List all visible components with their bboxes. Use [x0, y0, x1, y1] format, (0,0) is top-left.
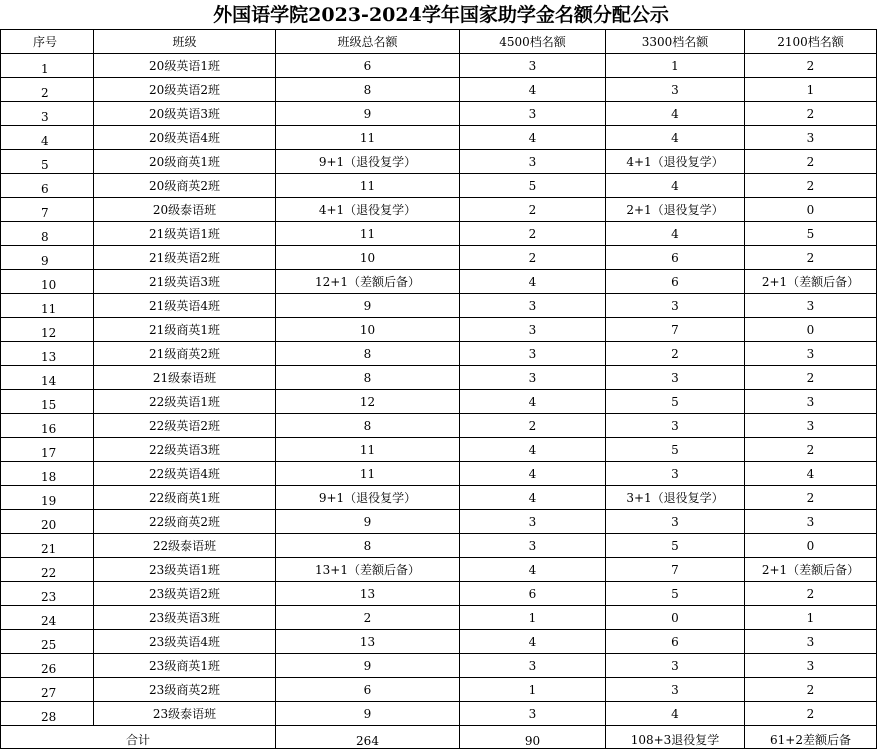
- cell-index: 3: [1, 102, 94, 126]
- cell-2100: 4: [745, 462, 877, 486]
- cell-index: 24: [1, 606, 94, 630]
- cell-4500: 5: [460, 174, 606, 198]
- cell-3300: 3: [606, 510, 745, 534]
- cell-index: 9: [1, 246, 94, 270]
- cell-4500: 3: [460, 702, 606, 726]
- cell-2100: 2: [745, 678, 877, 702]
- cell-total: 6: [276, 54, 460, 78]
- cell-class: 21级英语4班: [94, 294, 276, 318]
- table-row: [1, 198, 877, 222]
- cell-total: 13: [276, 630, 460, 654]
- table-row: [1, 702, 877, 726]
- cell-4500: 4: [460, 438, 606, 462]
- cell-index: 2: [1, 78, 94, 102]
- cell-3300: 5: [606, 534, 745, 558]
- table-row: [1, 318, 877, 342]
- cell-2100: 3: [745, 510, 877, 534]
- cell-class: 20级泰语班: [94, 198, 276, 222]
- cell-index: 23: [1, 582, 94, 606]
- cell-class: 23级英语4班: [94, 630, 276, 654]
- cell-class: 23级英语2班: [94, 582, 276, 606]
- cell-index: 28: [1, 702, 94, 726]
- table-row: [1, 606, 877, 630]
- cell-4500: 3: [460, 654, 606, 678]
- cell-class: 23级英语1班: [94, 558, 276, 582]
- cell-index: 22: [1, 558, 94, 582]
- cell-total: 11: [276, 222, 460, 246]
- total-cell-total: 264: [276, 726, 460, 749]
- table-row: [1, 246, 877, 270]
- cell-total: 13: [276, 582, 460, 606]
- cell-4500: 4: [460, 78, 606, 102]
- cell-total: 10: [276, 318, 460, 342]
- cell-index: 25: [1, 630, 94, 654]
- cell-3300: 2+1（退役复学）: [606, 198, 745, 222]
- table-row: [1, 558, 877, 582]
- cell-2100: 2: [745, 702, 877, 726]
- cell-4500: 4: [460, 270, 606, 294]
- cell-3300: 4: [606, 174, 745, 198]
- cell-3300: 3: [606, 78, 745, 102]
- page-title: 外国语学院2023-2024学年国家助学金名额分配公示: [213, 4, 669, 26]
- cell-index: 10: [1, 270, 94, 294]
- cell-3300: 3: [606, 414, 745, 438]
- cell-index: 8: [1, 222, 94, 246]
- cell-4500: 3: [460, 150, 606, 174]
- cell-total: 9: [276, 294, 460, 318]
- cell-class: 20级英语2班: [94, 78, 276, 102]
- table-row: [1, 534, 877, 558]
- cell-3300: 4: [606, 126, 745, 150]
- cell-2100: 2: [745, 246, 877, 270]
- cell-2100: 3: [745, 654, 877, 678]
- cell-index: 21: [1, 534, 94, 558]
- cell-class: 20级商英2班: [94, 174, 276, 198]
- cell-2100: 0: [745, 534, 877, 558]
- cell-4500: 1: [460, 678, 606, 702]
- cell-index: 19: [1, 486, 94, 510]
- cell-4500: 3: [460, 102, 606, 126]
- cell-3300: 3: [606, 366, 745, 390]
- table-row: [1, 126, 877, 150]
- cell-class: 22级英语4班: [94, 462, 276, 486]
- cell-3300: 5: [606, 438, 745, 462]
- cell-class: 22级商英2班: [94, 510, 276, 534]
- cell-total: 11: [276, 174, 460, 198]
- cell-2100: 0: [745, 198, 877, 222]
- cell-2100: 2: [745, 486, 877, 510]
- cell-class: 20级英语4班: [94, 126, 276, 150]
- table-row: [1, 150, 877, 174]
- cell-class: 22级英语2班: [94, 414, 276, 438]
- cell-4500: 4: [460, 558, 606, 582]
- table-row: [1, 294, 877, 318]
- table-row: [1, 54, 877, 78]
- header-4500: 4500档名额: [460, 30, 606, 54]
- cell-index: 11: [1, 294, 94, 318]
- cell-3300: 4: [606, 222, 745, 246]
- cell-class: 23级英语3班: [94, 606, 276, 630]
- cell-2100: 2: [745, 102, 877, 126]
- cell-2100: 2: [745, 438, 877, 462]
- header-total: 班级总名额: [276, 30, 460, 54]
- table-row: [1, 270, 877, 294]
- cell-class: 21级泰语班: [94, 366, 276, 390]
- cell-class: 21级英语1班: [94, 222, 276, 246]
- header-3300: 3300档名额: [606, 30, 745, 54]
- cell-class: 23级泰语班: [94, 702, 276, 726]
- cell-total: 11: [276, 462, 460, 486]
- cell-total: 13+1（差额后备）: [276, 558, 460, 582]
- cell-total: 8: [276, 78, 460, 102]
- allocation-table: [0, 29, 877, 749]
- cell-3300: 6: [606, 270, 745, 294]
- cell-total: 9: [276, 510, 460, 534]
- cell-index: 1: [1, 54, 94, 78]
- cell-4500: 2: [460, 246, 606, 270]
- cell-4500: 4: [460, 390, 606, 414]
- table-row: [1, 654, 877, 678]
- cell-4500: 4: [460, 630, 606, 654]
- table-row: [1, 342, 877, 366]
- cell-class: 22级商英1班: [94, 486, 276, 510]
- cell-total: 11: [276, 438, 460, 462]
- cell-2100: 3: [745, 390, 877, 414]
- cell-class: 22级英语1班: [94, 390, 276, 414]
- cell-total: 9: [276, 654, 460, 678]
- cell-4500: 2: [460, 198, 606, 222]
- total-row: [1, 726, 877, 749]
- cell-3300: 3: [606, 294, 745, 318]
- cell-3300: 4: [606, 702, 745, 726]
- cell-4500: 3: [460, 510, 606, 534]
- cell-2100: 2: [745, 366, 877, 390]
- cell-3300: 7: [606, 318, 745, 342]
- cell-index: 6: [1, 174, 94, 198]
- cell-class: 21级商英2班: [94, 342, 276, 366]
- table-row: [1, 486, 877, 510]
- cell-class: 21级英语2班: [94, 246, 276, 270]
- cell-2100: 3: [745, 630, 877, 654]
- cell-2100: 0: [745, 318, 877, 342]
- cell-class: 20级商英1班: [94, 150, 276, 174]
- table-row: [1, 222, 877, 246]
- cell-index: 12: [1, 318, 94, 342]
- cell-total: 8: [276, 342, 460, 366]
- cell-total: 12+1（差额后备）: [276, 270, 460, 294]
- cell-4500: 4: [460, 486, 606, 510]
- cell-2100: 3: [745, 126, 877, 150]
- table-row: [1, 390, 877, 414]
- table-row: [1, 414, 877, 438]
- cell-total: 12: [276, 390, 460, 414]
- cell-3300: 0: [606, 606, 745, 630]
- cell-index: 20: [1, 510, 94, 534]
- cell-3300: 3: [606, 678, 745, 702]
- cell-4500: 6: [460, 582, 606, 606]
- cell-class: 20级英语3班: [94, 102, 276, 126]
- cell-2100: 1: [745, 78, 877, 102]
- cell-3300: 6: [606, 630, 745, 654]
- cell-class: 21级英语3班: [94, 270, 276, 294]
- cell-3300: 5: [606, 582, 745, 606]
- cell-4500: 4: [460, 462, 606, 486]
- table-row: [1, 366, 877, 390]
- cell-2100: 2+1（差额后备）: [745, 270, 877, 294]
- table-row: [1, 438, 877, 462]
- total-cell-4500: 90: [460, 726, 606, 749]
- cell-index: 13: [1, 342, 94, 366]
- table-row: [1, 510, 877, 534]
- cell-4500: 1: [460, 606, 606, 630]
- cell-index: 26: [1, 654, 94, 678]
- cell-index: 5: [1, 150, 94, 174]
- cell-total: 6: [276, 678, 460, 702]
- header-index: 序号: [1, 30, 94, 54]
- cell-2100: 3: [745, 342, 877, 366]
- total-cell-3300: 108+3退役复学: [606, 726, 745, 749]
- cell-4500: 2: [460, 414, 606, 438]
- header-2100: 2100档名额: [745, 30, 877, 54]
- cell-index: 17: [1, 438, 94, 462]
- cell-3300: 2: [606, 342, 745, 366]
- cell-class: 23级商英2班: [94, 678, 276, 702]
- cell-total: 9: [276, 702, 460, 726]
- cell-total: 10: [276, 246, 460, 270]
- cell-4500: 3: [460, 534, 606, 558]
- table-row: [1, 174, 877, 198]
- cell-total: 4+1（退役复学）: [276, 198, 460, 222]
- cell-4500: 3: [460, 318, 606, 342]
- cell-index: 27: [1, 678, 94, 702]
- total-cell-2100: 61+2差额后备: [745, 726, 877, 749]
- cell-2100: 3: [745, 414, 877, 438]
- cell-index: 16: [1, 414, 94, 438]
- table-row: [1, 78, 877, 102]
- cell-total: 2: [276, 606, 460, 630]
- table-row: [1, 582, 877, 606]
- cell-total: 9+1（退役复学）: [276, 150, 460, 174]
- header-class: 班级: [94, 30, 276, 54]
- cell-index: 15: [1, 390, 94, 414]
- cell-4500: 2: [460, 222, 606, 246]
- table-row: [1, 462, 877, 486]
- cell-total: 8: [276, 414, 460, 438]
- cell-2100: 2: [745, 150, 877, 174]
- cell-index: 7: [1, 198, 94, 222]
- cell-class: 22级泰语班: [94, 534, 276, 558]
- cell-2100: 2: [745, 54, 877, 78]
- cell-index: 14: [1, 366, 94, 390]
- cell-index: 18: [1, 462, 94, 486]
- cell-3300: 7: [606, 558, 745, 582]
- cell-2100: 5: [745, 222, 877, 246]
- cell-4500: 4: [460, 126, 606, 150]
- cell-3300: 3: [606, 654, 745, 678]
- cell-4500: 3: [460, 294, 606, 318]
- cell-3300: 6: [606, 246, 745, 270]
- table-row: [1, 678, 877, 702]
- cell-2100: 1: [745, 606, 877, 630]
- cell-class: 21级商英1班: [94, 318, 276, 342]
- cell-4500: 3: [460, 342, 606, 366]
- cell-3300: 4+1（退役复学）: [606, 150, 745, 174]
- cell-total: 8: [276, 534, 460, 558]
- cell-2100: 2: [745, 174, 877, 198]
- cell-3300: 4: [606, 102, 745, 126]
- cell-index: 4: [1, 126, 94, 150]
- cell-3300: 3+1（退役复学）: [606, 486, 745, 510]
- table-row: [1, 630, 877, 654]
- cell-total: 8: [276, 366, 460, 390]
- cell-total: 9+1（退役复学）: [276, 486, 460, 510]
- cell-4500: 3: [460, 54, 606, 78]
- cell-2100: 2: [745, 582, 877, 606]
- cell-total: 9: [276, 102, 460, 126]
- cell-3300: 5: [606, 390, 745, 414]
- table-row: [1, 102, 877, 126]
- cell-3300: 1: [606, 54, 745, 78]
- cell-class: 22级英语3班: [94, 438, 276, 462]
- total-label: 合计: [1, 726, 276, 749]
- cell-4500: 3: [460, 366, 606, 390]
- header-row: [1, 30, 877, 54]
- cell-2100: 3: [745, 294, 877, 318]
- cell-2100: 2+1（差额后备）: [745, 558, 877, 582]
- cell-3300: 3: [606, 462, 745, 486]
- cell-total: 11: [276, 126, 460, 150]
- cell-class: 20级英语1班: [94, 54, 276, 78]
- table-body: [1, 54, 877, 726]
- cell-class: 23级商英1班: [94, 654, 276, 678]
